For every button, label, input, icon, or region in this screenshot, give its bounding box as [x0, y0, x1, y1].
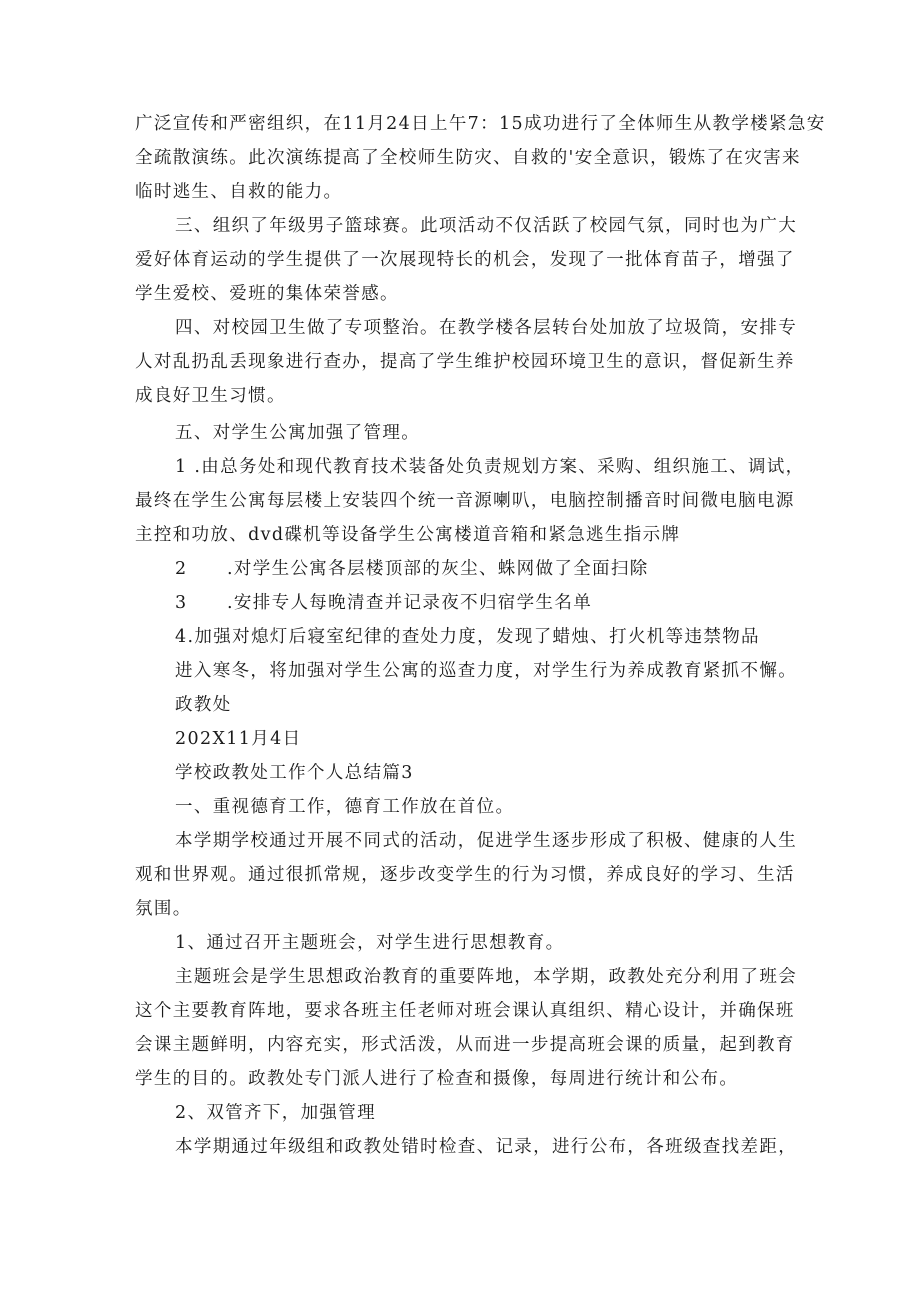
paragraph-line: 会课主题鲜明，内容充实，形式活泼，从而进一步提高班会课的质量，起到教育: [135, 1035, 795, 1055]
list-item-2: [175, 557, 649, 581]
signature-department: 政教处: [175, 695, 232, 715]
paragraph-line: 全疏散演练。此次演练提高了全校师生防灾、自救的'安全意识，锻炼了在灾害来: [135, 148, 801, 168]
paragraph-line: 本学期通过年级组和政教处错时检查、记录，进行公布，各班级查找差距，: [175, 1137, 798, 1157]
paragraph-line: 爱好体育运动的学生提供了一次展现特长的机会，发现了一批体育苗子，增强了: [135, 250, 795, 270]
paragraph-line: 氛围。: [135, 899, 192, 919]
list-number: 2: [175, 559, 188, 579]
paragraph-line: 本学期学校通过开展不同式的活动，促进学生逐步形成了积极、健康的人生: [175, 831, 798, 851]
paragraph-line: 临时逃生、自救的能力。: [135, 182, 343, 202]
section-heading-1: 一、重视德育工作，德育工作放在首位。: [175, 797, 515, 817]
paragraph-line: 主控和功放、dvd碟机等设备学生公寓楼道音箱和紧急逃生指示牌: [135, 525, 681, 545]
list-item-1: 1 .由总务处和现代教育技术装备处负责规划方案、采购、组织施工、调试，: [175, 457, 805, 477]
article-title: 学校政教处工作个人总结篇3: [175, 763, 414, 783]
section-heading-3: 三、组织了年级男子篮球赛。此项活动不仅活跃了校园气氛，同时也为广大: [175, 216, 798, 236]
subheading-2: 2、双管齐下，加强管理: [175, 1103, 376, 1123]
paragraph-line: 成良好卫生习惯。: [135, 386, 286, 406]
paragraph-line: 广泛宣传和严密组织，在11月24日上午7：15成功进行了全体师生从教学楼紧急安: [135, 114, 826, 134]
subheading-1: 1、通过召开主题班会，对学生进行思想教育。: [175, 933, 565, 953]
section-heading-4: 四、对校园卫生做了专项整治。在教学楼各层转台处加放了垃圾筒，安排专: [175, 318, 798, 338]
paragraph-line: 学生爱校、爱班的集体荣誉感。: [135, 284, 399, 304]
paragraph-line: 观和世界观。通过很抓常规，逐步改变学生的行为习惯，养成良好的学习、生活: [135, 865, 795, 885]
list-text: .安排专人每晚清查并记录夜不归宿学生名单: [227, 593, 593, 613]
paragraph-line: 进入寒冬，将加强对学生公寓的巡查力度，对学生行为养成教育紧抓不懈。: [175, 661, 798, 681]
list-text: .对学生公寓各层楼顶部的灰尘、蛛网做了全面扫除: [227, 559, 649, 579]
paragraph-line: 主题班会是学生思想政治教育的重要阵地，本学期，政教处充分利用了班会: [175, 967, 798, 987]
paragraph-line: 最终在学生公寓每层楼上安装四个统一音源喇叭，电脑控制播音时间微电脑电源: [135, 491, 795, 511]
list-item-3: [175, 591, 592, 615]
signature-date: 202X11月4日: [175, 729, 302, 749]
paragraph-line: 学生的目的。政教处专门派人进行了检查和摄像，每周进行统计和公布。: [135, 1069, 739, 1089]
list-number: 3: [175, 593, 188, 613]
paragraph-line: 人对乱扔乱丢现象进行查办，提高了学生维护校园环境卫生的意识，督促新生养: [135, 352, 795, 372]
paragraph-line: 这个主要教育阵地，要求各班主任老师对班会课认真组织、精心设计，并确保班: [135, 1001, 795, 1021]
section-heading-5: 五、对学生公寓加强了管理。: [175, 423, 421, 443]
list-item-4: 4.加强对熄灯后寝室纪律的查处力度，发现了蜡烛、打火机等违禁物品: [175, 627, 760, 647]
